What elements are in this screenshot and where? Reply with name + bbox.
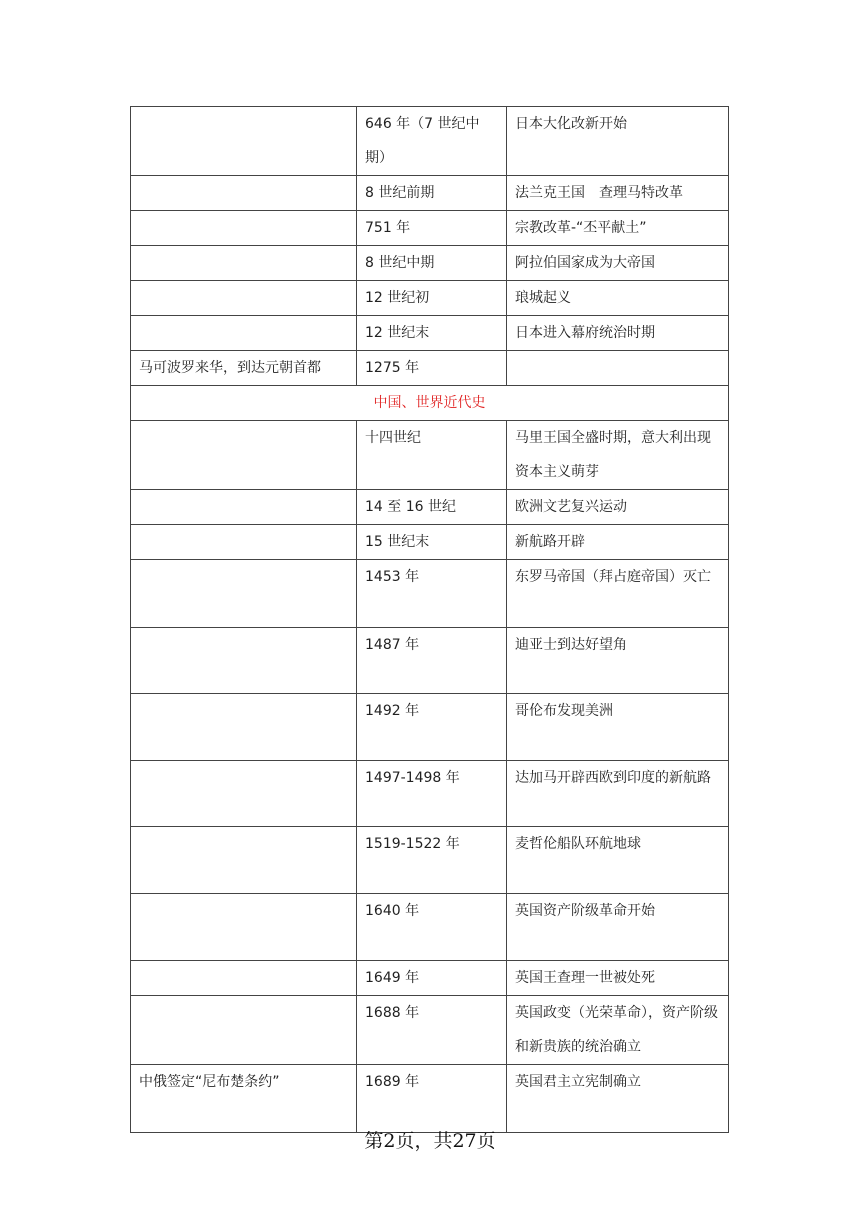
world-event-cell: 英国君主立宪制确立 [507,1065,729,1133]
table-row [131,107,729,176]
table-row [131,176,729,211]
date-cell: 8 世纪前期 [357,176,507,211]
world-event-cell: 欧洲文艺复兴运动 [507,490,729,525]
date-cell: 1487 年 [357,628,507,694]
date-cell: 1519-1522 年 [357,827,507,894]
table-row [131,316,729,351]
world-event-cell: 新航路开辟 [507,525,729,560]
china-event-cell [131,246,357,281]
world-event-cell: 迪亚士到达好望角 [507,628,729,694]
section-title: 中国、世界近代史 [131,386,729,421]
world-event-cell: 阿拉伯国家成为大帝国 [507,246,729,281]
table-row [131,628,729,694]
china-event-cell [131,628,357,694]
table-row [131,525,729,560]
table-row [131,490,729,525]
china-event-cell [131,176,357,211]
china-event-cell [131,107,357,176]
china-event-cell [131,894,357,961]
table-row [131,827,729,894]
table-row [131,961,729,996]
date-cell: 1640 年 [357,894,507,961]
date-cell: 12 世纪初 [357,281,507,316]
timeline-table-body [131,107,729,1133]
china-event-cell [131,761,357,827]
date-cell: 1689 年 [357,1065,507,1133]
china-event-cell [131,490,357,525]
date-cell: 十四世纪 [357,421,507,490]
world-event-cell: 法兰克王国 查理马特改革 [507,176,729,211]
china-event-cell [131,316,357,351]
china-event-cell [131,827,357,894]
date-cell: 12 世纪末 [357,316,507,351]
table-row [131,421,729,490]
world-event-cell: 日本进入幕府统治时期 [507,316,729,351]
timeline-table [130,106,729,1133]
china-event-cell [131,211,357,246]
date-cell: 1492 年 [357,694,507,761]
date-cell: 8 世纪中期 [357,246,507,281]
china-event-cell [131,281,357,316]
date-cell: 751 年 [357,211,507,246]
china-event-cell [131,996,357,1065]
china-event-cell: 中俄签定“尼布楚条约” [131,1065,357,1133]
world-event-cell [507,351,729,386]
date-cell: 1453 年 [357,560,507,628]
table-row [131,1065,729,1133]
section-header-row [131,386,729,421]
china-event-cell [131,525,357,560]
china-event-cell [131,694,357,761]
world-event-cell: 日本大化改新开始 [507,107,729,176]
page-footer: 第2页，共27页 [364,1130,496,1152]
table-row [131,996,729,1065]
table-row [131,211,729,246]
world-event-cell: 达加马开辟西欧到印度的新航路 [507,761,729,827]
china-event-cell [131,421,357,490]
date-cell: 15 世纪末 [357,525,507,560]
table-row [131,560,729,628]
table-row [131,246,729,281]
date-cell: 1275 年 [357,351,507,386]
world-event-cell: 琅城起义 [507,281,729,316]
table-row [131,351,729,386]
china-event-cell [131,560,357,628]
china-event-cell: 马可波罗来华，到达元朝首都 [131,351,357,386]
world-event-cell: 英国王查理一世被处死 [507,961,729,996]
world-event-cell: 东罗马帝国（拜占庭帝国）灭亡 [507,560,729,628]
table-row [131,894,729,961]
date-cell: 1649 年 [357,961,507,996]
date-cell: 14 至 16 世纪 [357,490,507,525]
world-event-cell: 马里王国全盛时期，意大利出现资本主义萌芽 [507,421,729,490]
date-cell: 1497-1498 年 [357,761,507,827]
world-event-cell: 英国政变（光荣革命），资产阶级和新贵族的统治确立 [507,996,729,1065]
table-row [131,694,729,761]
table-row [131,281,729,316]
world-event-cell: 宗教改革-“丕平献土” [507,211,729,246]
world-event-cell: 英国资产阶级革命开始 [507,894,729,961]
china-event-cell [131,961,357,996]
world-event-cell: 哥伦布发现美洲 [507,694,729,761]
date-cell: 646 年（7 世纪中期） [357,107,507,176]
world-event-cell: 麦哲伦船队环航地球 [507,827,729,894]
table-row [131,761,729,827]
date-cell: 1688 年 [357,996,507,1065]
